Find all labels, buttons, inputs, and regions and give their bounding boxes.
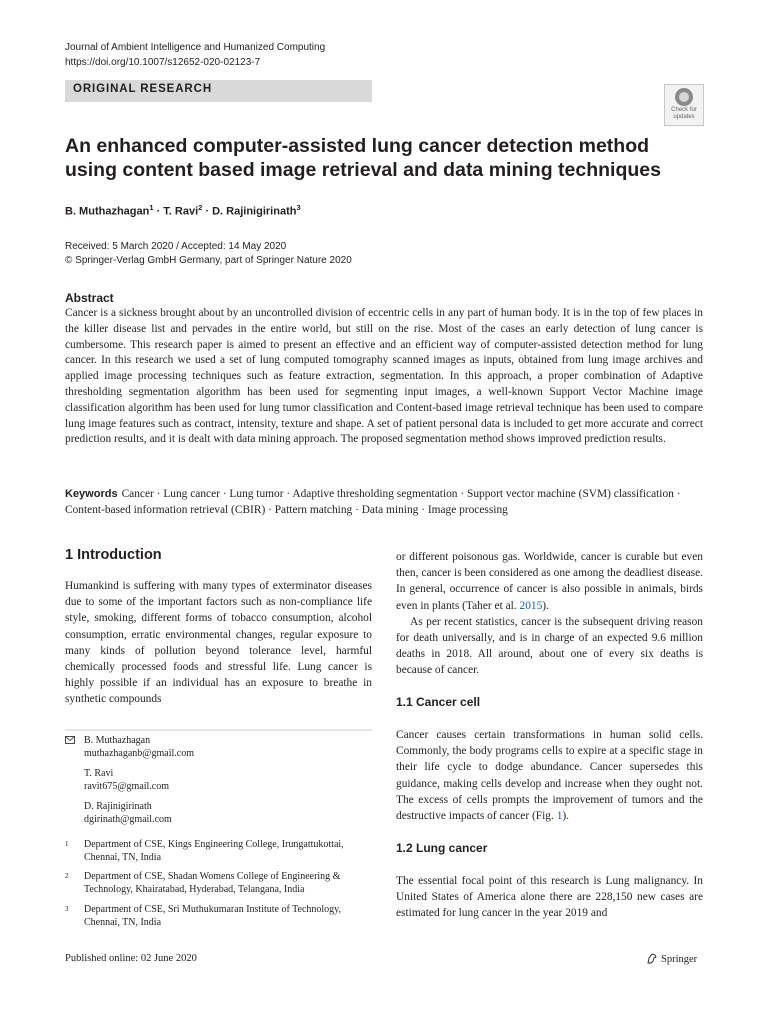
keywords-text: Cancer · Lung cancer · Lung tumor · Adaptive thresholding segmentation · Support vector machine (SVM) classification · Content-based information retrieval (CBIR) · Pattern matching · Data mining · Image processing	[65, 488, 681, 516]
publisher-name: Springer	[661, 954, 698, 965]
cancer-cell-paragraph	[396, 727, 703, 824]
affiliation-number: 2	[65, 872, 69, 880]
intro-paragraph: Humankind is suffering with many types of exterminator diseases due to some of the important factors such as non-compliance life style, smoking, different forms of tobacco consumption, alcohol consumption, erratic environmental changes, regular exposure to many kinds of pollution beyond tolerance level, harmful chemically processed foods and stressful life. Lung cancer is highly possible if an individual has an exposure to breathe in synthetic compounds	[65, 580, 372, 706]
check-for-updates-badge[interactable]	[664, 84, 704, 126]
abstract-heading: Abstract	[65, 291, 114, 305]
citation-link[interactable]: 2015	[519, 599, 543, 612]
cancer-cell-text: Cancer causes certain transformations in human solid cells. Commonly, the body programs cells to expire at a specific stage in their life cycle to dodge abundance. Cancer supersedes this guidance, making cells develop and increase when they ought not. The excess of cells prompts the improvement of tumors and the destructive impacts of cancer (Fig.	[396, 729, 703, 823]
journal-header	[65, 40, 325, 70]
stats-paragraph: As per recent statistics, cancer is the subsequent driving reason for death universally, and is in charge of an expected 9.6 million deaths in 2018. All around, about one of every six deaths is because of cancer.	[396, 615, 703, 677]
section-heading: 1 Introduction	[65, 547, 162, 563]
lung-cancer-paragraph: The essential focal point of this research is Lung malignancy. In United States of America alone there are 228,150 new cases are estimated for lung cancer in the year 2019 and	[396, 875, 703, 920]
copyright: © Springer-Verlag GmbH Germany, part of Springer Nature 2020	[65, 255, 352, 266]
author-affil-sup: 1	[149, 203, 154, 212]
springer-horse-icon	[646, 952, 658, 964]
affiliation-number: 1	[65, 840, 69, 848]
affiliation-text: Department of CSE, Shadan Womens College of Engineering & Technology, Khairatabad, Hyderabad, Telangana, India	[84, 871, 341, 895]
doi-link[interactable]: https://doi.org/10.1007/s12652-020-02123-7	[65, 57, 261, 68]
left-column-body	[65, 578, 372, 708]
article-dates	[65, 240, 352, 268]
contact-list	[84, 734, 194, 826]
author-affil-sup: 3	[296, 203, 301, 212]
abstract-text: Cancer is a sickness brought about by an uncontrolled division of eccentric cells in any part of human body. It is in the top of few places in the killer disease list and pervades in the entire world, but still on the rise. Most of the cases an early detection of lung cancer is cumbersome. This research paper is aimed to present an effective and an efficient way of computer-assisted detection method for lung cancer. In this research we used a set of lung computed tomography scanned images as inputs, obtained from lung image archives and applied image processing techniques such as feature extraction, segmentation. In this approach, a proper combination of Adaptive thresholding segmentation algorithm has been used for segmenting input images, a well-known Support Vector Machine image classification algorithm has been used for lung tumor classification and Content-based image retrieval technique has been used to compare lung image features such as contract, intensity, texture and shape. A set of patient personal data is included to get more accurate and correct prediction results, and it is dealt with data mining approach. The proposed segmentation method shows improved prediction results.	[65, 307, 703, 446]
author-name[interactable]: D. Rajinigirinath	[212, 205, 297, 218]
contact-name: T. Ravi	[84, 768, 114, 779]
contact-email[interactable]: muthazhaganb@gmail.com	[84, 748, 195, 759]
contact-email[interactable]: dgirinath@gmail.com	[84, 814, 172, 825]
keywords-label: Keywords	[65, 488, 118, 500]
author-affil-sup: 2	[198, 203, 203, 212]
author-separator: ·	[202, 205, 213, 218]
check-updates-line2: updates	[673, 113, 695, 120]
check-updates-line1: Check for	[671, 107, 697, 113]
cancer-cell-body	[396, 727, 703, 824]
intro-cont-text: or different poisonous gas. Worldwide, cancer is curable but even then, cancer is been considered as one among the deadliest disease. In general, occurrence of cancer is also possible in animals, birds even in plants (Taher et al.	[396, 551, 703, 612]
intro-cont-end: ).	[542, 599, 549, 612]
affiliation-number: 3	[65, 905, 69, 913]
keywords-block	[65, 486, 703, 518]
intro-paragraph-cont	[396, 549, 703, 614]
article-type-banner	[65, 80, 372, 102]
received-accepted: Received: 5 March 2020 / Accepted: 14 May 2020	[65, 241, 287, 252]
contact-name: B. Muthazhagan	[84, 735, 151, 746]
subsection-heading: 1.1 Cancer cell	[396, 695, 481, 709]
footnote-rule	[65, 729, 372, 731]
affiliation-text: Department of CSE, Kings Engineering College, Irungattukottai, Chennai, TN, India	[84, 839, 344, 863]
paper-title: An enhanced computer-assisted lung cancer detection method using content based image retrieval and data mining techniques	[65, 135, 661, 181]
contact-email[interactable]: ravit675@gmail.com	[84, 781, 170, 792]
published-date: Published online: 02 June 2020	[65, 953, 197, 964]
cancer-cell-end: ).	[562, 810, 570, 823]
author-separator: ·	[153, 205, 164, 218]
article-type-label: ORIGINAL RESEARCH	[73, 83, 213, 95]
author-list	[65, 203, 301, 218]
publisher-logo	[646, 952, 697, 965]
author-name[interactable]: T. Ravi	[163, 205, 199, 218]
contact-name: D. Rajinigirinath	[84, 801, 152, 812]
right-column-body	[396, 549, 703, 679]
author-name[interactable]: B. Muthazhagan	[65, 205, 150, 218]
affiliation-text: Department of CSE, Sri Muthukumaran Institute of Technology, Chennai, TN, India	[84, 904, 342, 928]
lung-cancer-body	[396, 873, 703, 922]
figure-link[interactable]: 1	[556, 810, 563, 823]
journal-name: Journal of Ambient Intelligence and Humanized Computing	[65, 42, 326, 53]
envelope-icon	[65, 736, 75, 744]
subsection-heading: 1.2 Lung cancer	[396, 841, 488, 855]
check-updates-icon	[675, 88, 693, 106]
